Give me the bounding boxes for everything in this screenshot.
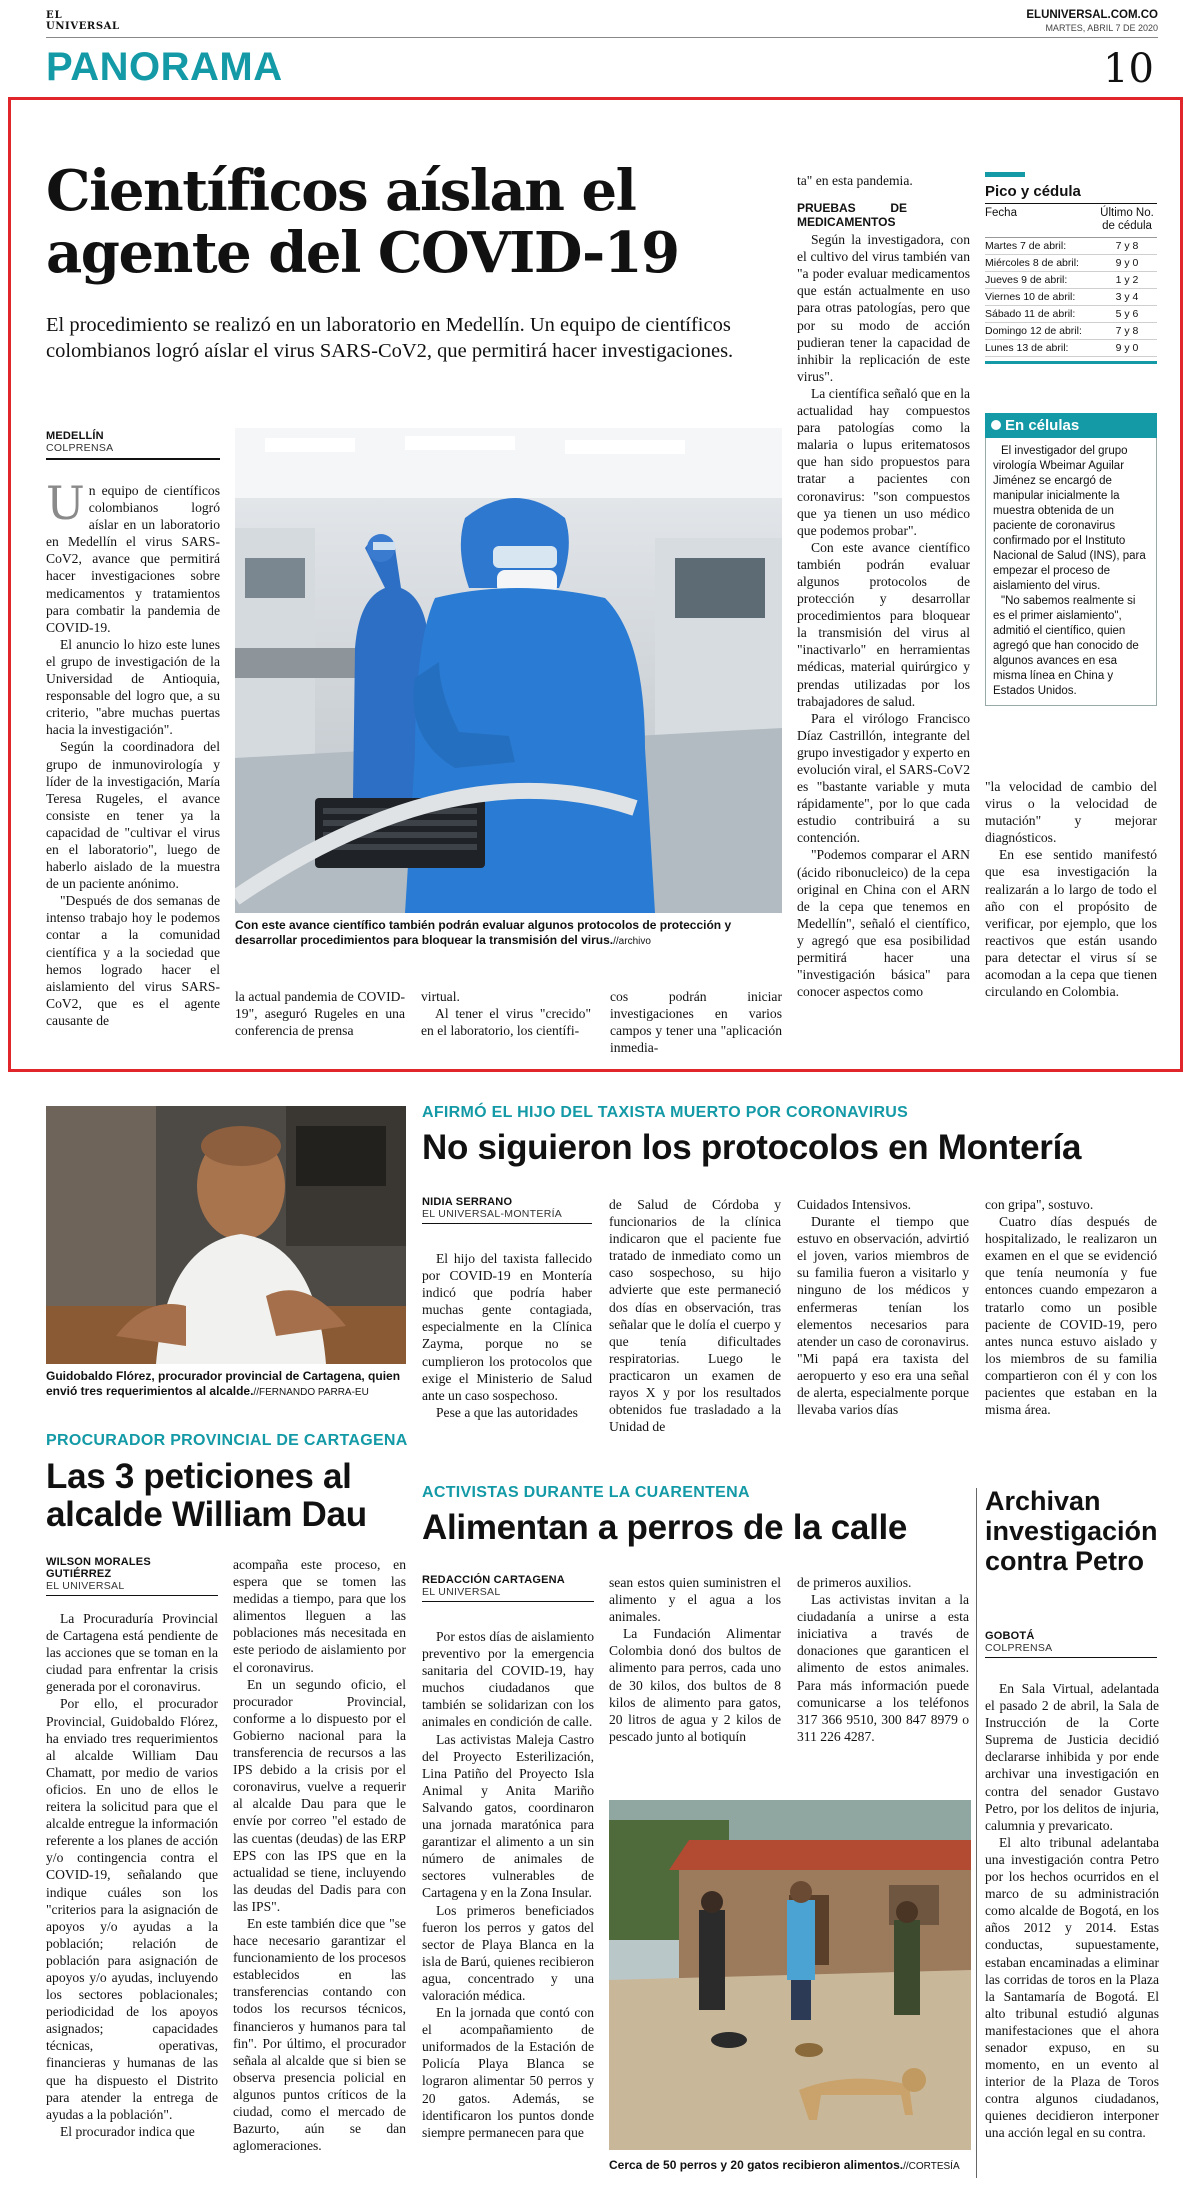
dau-column-2: acompaña este proceso, en espera que se tomen las medidas a tiempo, para que los alimentos lleguen a las poblaciones más necesitada en este periodo de aislamiento por el coronavirus. En un segundo oficio, el procurador Provincial, conforme a lo dispuesto por el Gobierno nacional para la transferencia de recursos a las IPS debido a la crisis por el coronavirus, vuelve a requerir al alcalde Dau para que le envíe por correo "el estado de las cuentas (deudas) de las ERP EPS con las IPS que en la actualidad se tiene, incluyendo las deudas del Dadis para con las IPS". En este también dice que "se hace necesario garantizar el funcionamiento de los procesos establecidos en las transferencias contando con todos los recursos técnicos, financieros y humanos para tal fin". Por último, el procurador señala al alcalde que si bien se observa presencia policial en algunos puntos críticos de la ciudad, como el mercado de Bazurto, aún se dan aglomeraciones. [233, 1557, 406, 2154]
pico-row-digits: 7 y 8 [1115, 325, 1139, 337]
dau-byline: WILSON MORALES GUTIÉRREZ EL UNIVERSAL [46, 1556, 218, 1596]
issue-date: MARTES, ABRIL 7 DE 2020 [1045, 23, 1158, 33]
dogs-column-3: de primeros auxilios. Las activistas invitan a la ciudadanía a unirse a esta iniciativa a través de donaciones que garanticen el alimento de estos animales. Para más información puede comunicarse a los teléfonos 317 366 9510, 300 847 8979 o 311 226 4287. [797, 1575, 969, 1744]
pico-row-day: Viernes 10 de abril: [985, 291, 1076, 303]
pico-row [985, 323, 1157, 340]
pico-row-digits: 7 y 8 [1115, 240, 1139, 252]
petro-byline: GOBOTÁ COLPRENSA [985, 1630, 1157, 1658]
pico-row-day: Miércoles 8 de abril: [985, 257, 1079, 269]
photo-credit: //CORTESÍA [903, 2161, 960, 2172]
petro-divider [976, 1488, 977, 2178]
dogs-column-2: sean estos quien suministren el alimento y el agua a los animales. La Fundación Alimentar Colombia donó dos bultos de alimento para perros, cada uno de 30 kilos, dos bultos de 8 kilos de alimento para gatos, 20 litros de agua y 2 kilos de pescado junto al botiquín [609, 1575, 781, 1744]
page-number: 10 [1103, 46, 1154, 92]
main-column-3-bottom: virtual. Al tener el virus "crecido" en el laboratorio, los científi- [421, 989, 591, 1039]
bullet-icon [991, 420, 1001, 430]
main-column-2-bottom: la actual pandemia de COVID-19", aseguró Rugeles en una conferencia de prensa [235, 989, 405, 1039]
taxi-column-2: de Salud de Córdoba y funcionarios de la clínica indicaron que el paciente fue tratado de inmediato como un caso sospechoso, su hijo advierte que este permaneció dos días en observación, tras señalar que le dolía el cuerpo y que tenía dificultades respiratorias. Luego le practicaron un examen de rayos X y por los resultados obtenidos fue trasladado a la Unidad de [609, 1197, 781, 1435]
main-byline: MEDELLÍN COLPRENSA [46, 430, 220, 460]
lab-scientists-image [235, 428, 782, 913]
drop-cap: U [46, 476, 85, 530]
dogs-feeding-image [609, 1800, 971, 2150]
procurador-portrait-image [46, 1106, 406, 1364]
main-column-1: Un equipo de científicos colombianos logró aíslar en un laboratorio en Medellín el virus SARS-CoV2, avance que permitirá hacer investigaciones sobre medicamentos y tratamientos para combatir la pandemia de COVID-19. El anuncio lo hizo este lunes el grupo de investigación de la Universidad de Antioquia, responsable del logro que, a su criterio, "abre muchas puertas hacia la investigación". Según la coordinadora del grupo de inmunovirología y líder de la investigación, María Teresa Rugeles, el avance consiste en tener ya la capacidad de "cultivar el virus en el laboratorio", luego de haberlo aislado de la muestra de un paciente anónimo. "Después de dos semanas de intenso trabajo hoy le podemos contar a la comunidad científica y a la sociedad que hemos logrado hacer el aislamiento del virus SARS-CoV2, que es el agente causante de [46, 476, 220, 1028]
pico-row-digits: 9 y 0 [1115, 342, 1139, 354]
site-url: ELUNIVERSAL.COM.CO [1026, 9, 1158, 21]
taxi-kicker: AFIRMÓ EL HIJO DEL TAXISTA MUERTO POR CORONAVIRUS [422, 1104, 909, 1121]
pico-col-date: Fecha [985, 207, 1017, 219]
newspaper-logo: EL UNIVERSAL [46, 10, 120, 32]
pico-row-digits: 9 y 0 [1115, 257, 1139, 269]
taxi-column-3: Cuidados Intensivos. Durante el tiempo que estuvo en observación, advirtió el joven, varios miembros de su familia fueron a visitarlo y ninguno de los médicos y enfermeras tenían los elementos necesarios para atender un caso de coronavirus. "Mi papá era taxista del aeropuerto y eso era una señal de alerta, especialmente porque llevaba varios días [797, 1197, 969, 1418]
photo-credit: //FERNANDO PARRA-EU [253, 1387, 369, 1398]
top-rule [46, 37, 1158, 38]
taxi-column-1: El hijo del taxista fallecido por COVID-19 en Montería indicó que podría haber muchas gente contagiada, especialmente en la Clínica Zayma, porque no se cumplieron los protocolos que exige el Ministerio de Salud ante un caso sospechoso. Pese a que las autoridades [422, 1251, 592, 1420]
pico-row-digits: 3 y 4 [1115, 291, 1139, 303]
pico-row-day: Domingo 12 de abril: [985, 325, 1082, 337]
pico-row [985, 340, 1157, 357]
pico-row-day: Lunes 13 de abril: [985, 342, 1069, 354]
lab-photo-caption: Con este avance científico también podrán evaluar algunos protocolos de protección y desarrollar procedimientos para bloquear la transmisión del virus.//archivo [235, 918, 732, 947]
dogs-kicker: ACTIVISTAS DURANTE LA CUARENTENA [422, 1484, 750, 1501]
photo-credit: //archivo [613, 936, 651, 947]
taxi-headline: No siguieron los protocolos en Montería [422, 1128, 1082, 1167]
taxi-byline: NIDIA SERRANO EL UNIVERSAL-MONTERÍA [422, 1196, 592, 1224]
main-column-6: "la velocidad de cambio del virus o la velocidad de mutación" y mejorar diagnósticos. En ese sentido manifestó que esa investigación la realizarán a lo largo de todo el año con el propósito de verificar, por ejemplo, que los reactivos que están usando para detectar el virus sí se acomodan a la cepa que tienen circulando en Colombia. [985, 779, 1157, 1000]
pico-row-digits: 1 y 2 [1115, 274, 1139, 286]
procurador-photo [46, 1106, 406, 1364]
main-headline: Científicos aíslan el agente del COVID-19 [46, 158, 679, 286]
taxi-column-4: con gripa", sostuvo. Cuatro días después de hospitalizado, le realizaron un examen en el que se evidenció que tenía neumonía y fue entonces cuando empezaron a tratarlo como un posible paciente de COVID-19, pero antes nunca estuvo aislado y los miembros de su familia compartieron con él y con los pacientes que estaban en la misma área. [985, 1197, 1157, 1418]
pico-col-digit: Último No. de cédula [1100, 207, 1154, 232]
pico-row [985, 255, 1157, 272]
en-celulas-header: En células [985, 413, 1157, 438]
lab-photo [235, 428, 782, 913]
main-column-4-bottom: cos podrán iniciar investigaciones en varios campos y tener una "aplicación inmedia- [610, 989, 782, 1056]
subhead-pruebas: PRUEBAS DE MEDICAMENTOS [797, 201, 907, 230]
dogs-byline: REDACCIÓN CARTAGENA EL UNIVERSAL [422, 1574, 594, 1602]
dogs-headline: Alimentan a perros de la calle [422, 1508, 908, 1547]
main-deck: El procedimiento se realizó en un laboratorio en Medellín. Un equipo de científicos colombianos logró aíslar el virus SARS-CoV2, que permitirá hacer investigaciones. [46, 314, 734, 362]
dau-headline: Las 3 peticiones al alcalde William Dau [46, 1457, 367, 1534]
en-celulas-box: En células El investigador del grupo virología Wbeimar Aguilar Jiménez se encargó de manipular inicialmente la muestra obtenida de un paciente de coronavirus confirmado por el Instituto Nacional de Salud (INS), para empezar el proceso de aislamiento del virus. "No sabemos realmente si es el primer aislamiento", admitió el científico, quien agregó que han conocido de algunos avances en esa misma línea en China y Estados Unidos. [985, 413, 1157, 706]
pico-row [985, 238, 1157, 255]
pico-row [985, 272, 1157, 289]
dau-column-1: La Procuraduría Provincial de Cartagena está pendiente de las acciones que se toman en la ciudad para enfrentar la crisis generada por el coronavirus. Por ello, el procurador Provincial, Guidobaldo Flórez, ha enviado tres requerimientos al alcalde William Dau Chamatt, por medio de varios oficios. En uno de ellos le reitera la solicitud para que el alcalde entregue la información referente a los planes de acción y/o contingencia contra el COVID-19, señalando que indique cuáles son los "criterios para la asignación de apoyos y/o ayudas a la población; relación de población para asignación de apoyos y/o ayudas, incluyendo los sectores poblacionales; periodicidad de los apoyos asignados; capacidades técnicas, operativas, financieras y humanas de las que ha dispuesto el Distrito para atender la entrega de ayudas a la población". El procurador indica que [46, 1611, 218, 2139]
pico-row-day: Sábado 11 de abril: [985, 308, 1076, 320]
pico-title: Pico y cédula [985, 183, 1081, 200]
dau-kicker: PROCURADOR PROVINCIAL DE CARTAGENA [46, 1432, 408, 1449]
dogs-photo [609, 1800, 971, 2150]
section-title: PANORAMA [46, 45, 283, 89]
pico-cedula-box [985, 172, 1157, 364]
petro-column: En Sala Virtual, adelantada el pasado 2 de abril, la Sala de Instrucción de la Corte Suprema de Justicia decidió declararse inhibida y por ende archivar una investigación en contra del senador Gustavo Petro, por los delitos de injuria, calumnia y prevaricato. El alto tribunal adelantaba una investigación contra Petro por los hechos ocurridos en el marco de su administración como alcalde de Bogotá, en los años 2012 y 2014. Estas conductas, supuestamente, estaban encaminadas a eliminar las corridas de toros en la Plaza la Santamaría de Bogotá. El alto tribunal estudió algunas manifestaciones que el ahora senador expuso, en su momento, en un evento al interior de la Plaza de Toros contra algunos ciudadanos, quienes decidieron interponer una acción legal en su contra. [985, 1681, 1159, 2141]
dogs-photo-caption: Cerca de 50 perros y 20 gatos recibieron alimentos.//CORTESÍA [609, 2158, 960, 2172]
pico-row-digits: 5 y 6 [1115, 308, 1139, 320]
pico-row [985, 289, 1157, 306]
pico-row-day: Martes 7 de abril: [985, 240, 1067, 252]
procurador-caption: Guidobaldo Flórez, procurador provincial de Cartagena, quien envió tres requerimientos al alcalde.//FERNANDO PARRA-EU [46, 1369, 401, 1398]
main-column-5: ta" en esta pandemia. PRUEBAS DE MEDICAMENTOS Según la investigadora, con el cultivo del virus también van "a poder evaluar medicamentos que están actualmente en uso para otras patologías, pero que por su modo de acción pudieran tener la capacidad de inhibir la replicación de este virus". La científica señaló que en la actualidad hay compuestos para patologías como la malaria o lupus eritematosos que han sido propuestos para tratar a pacientes con coronavirus: "son compuestos que ya tienen un uso médico que podemos probar". Con este avance científico también podrán evaluar algunos protocolos de protección y desarrollar procedimientos para bloquear la transmisión del virus al "inactivarlo" en herramientas médicas, material quirúrgico y prendas utilizadas por los trabajadores de salud. Para el virólogo Francisco Díaz Castrillón, integrante del grupo investigador y experto en evolución viral, el SARS-CoV2 es "bastante variable y muta rápidamente", por lo que cada estudio contribuirá a su contención. "Podemos comparar el ARN (ácido ribonucleico) de la cepa original en China con el ARN de la cepa que tenemos en Medellín", señaló el científico, y agregó que esa posibilidad permitirá hacer una "investigación básica" para conocer aspectos como [797, 173, 970, 1000]
pico-table [985, 238, 1157, 357]
dogs-column-1: Por estos días de aislamiento preventivo por la emergencia sanitaria del COVID-19, hay muchos ciudadanos que también se solidarizan con los animales en condición de calle. Las activistas Maleja Castro del Proyecto Esterilización, Lina Patiño del Proyecto Isla Animal y Anita Mariño Salvando gatos, coordinaron una jornada maratónica para garantizar el alimento a un sin número de animales de sectores vulnerables de Cartagena y en la Zona Insular. Los primeros beneficiados fueron los perros y gatos del sector de Playa Blanca en la isla de Barú, quienes recibieron agua, concentrado y una valoración médica. En la jornada que contó con el acompañamiento de uniformados de la Estación de Policía Playa Blanca se lograron alimentar 50 perros y 20 gatos. Además, se identificaron los puntos donde siempre permanecen para que [422, 1629, 594, 2140]
petro-headline: Archivan investigación contra Petro [985, 1486, 1158, 1576]
pico-row [985, 306, 1157, 323]
pico-row-day: Jueves 9 de abril: [985, 274, 1068, 286]
